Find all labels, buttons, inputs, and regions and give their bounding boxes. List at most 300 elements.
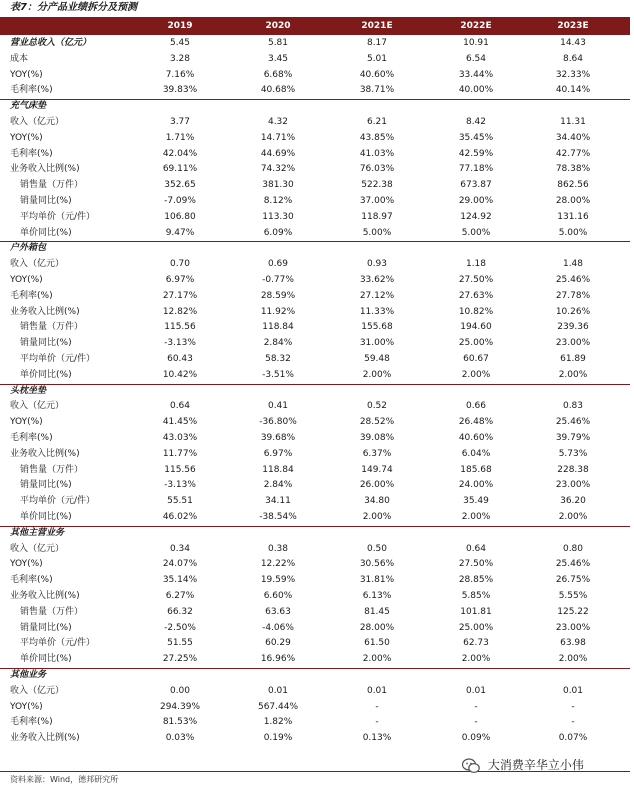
table-cell: 39.79% [555, 433, 591, 443]
table-cell: 11.33% [359, 306, 395, 317]
table-row [0, 368, 630, 383]
table-cell: 2.00% [362, 654, 392, 665]
table-row [0, 415, 630, 430]
table-cell: 42.77% [555, 148, 591, 159]
table-cell: 39.68% [260, 433, 296, 443]
table-cell: 101.81 [460, 606, 492, 617]
table-row [0, 652, 630, 667]
table-cell: 2.00% [558, 654, 588, 665]
table-title: 表7：分产品业绩拆分及预测 [10, 2, 137, 13]
table-cell: 28.52% [359, 417, 395, 428]
table-cell: 6.68% [263, 69, 293, 80]
table-cell: 115.56 [164, 322, 196, 333]
row-label: 销量同比(%) [20, 196, 72, 206]
source-note: 资料来源：Wind，德邦研究所 [10, 775, 119, 784]
row-label: YOY(%) [10, 69, 43, 80]
table-cell: 19.59% [260, 575, 296, 586]
table-row [0, 494, 630, 509]
table-cell: - [375, 717, 379, 728]
table-header [0, 17, 630, 35]
row-label: 平均单价（元/件） [20, 638, 96, 649]
watermark-text: 大消费辛华立小伟 [487, 758, 584, 772]
watermark [462, 755, 584, 775]
table-cell: - [571, 701, 575, 712]
table-cell: 2.00% [558, 512, 588, 522]
table-cell: 118.84 [262, 464, 294, 475]
section-divider [0, 99, 630, 100]
table-cell: 40.60% [458, 433, 494, 443]
table-cell: 0.01 [366, 685, 388, 696]
table-row [0, 573, 630, 588]
table-cell: 40.14% [555, 85, 591, 96]
table-cell: 149.74 [361, 464, 393, 475]
table-cell: 38.71% [359, 85, 395, 96]
table-cell: 27.12% [359, 290, 395, 301]
header-cell-2023e: 2023E [557, 21, 589, 31]
table-cell: 61.89 [560, 354, 586, 364]
table-cell: - [571, 717, 575, 728]
table-cell: 40.68% [260, 85, 296, 96]
table-cell: 0.38 [267, 543, 289, 554]
table-cell: 0.66 [465, 401, 487, 412]
table-row [0, 36, 630, 51]
table-cell: 25.00% [458, 622, 494, 633]
table-cell: 35.49 [463, 496, 489, 507]
table-cell: 0.00 [169, 685, 191, 696]
table-row [0, 463, 630, 478]
table-cell: 16.96% [260, 654, 296, 665]
table-cell: 6.21 [366, 117, 388, 127]
table-row [0, 478, 630, 493]
table-row [0, 52, 630, 67]
table-cell: 78.38% [555, 164, 591, 175]
table-cell: 6.04% [461, 448, 491, 459]
table-row [0, 210, 630, 225]
table-cell: 2.00% [558, 369, 588, 380]
table-cell: -2.50% [164, 622, 196, 633]
table-cell: 40.60% [359, 69, 395, 80]
table-cell: -3.51% [262, 369, 294, 380]
table-row [0, 636, 630, 651]
table-cell: -0.77% [262, 275, 294, 285]
table-row [0, 621, 630, 636]
table-cell: 25.46% [555, 417, 591, 428]
table-cell: 228.38 [557, 464, 589, 475]
table-cell: 43.85% [359, 132, 395, 143]
table-cell: 1.82% [263, 717, 293, 728]
table-row [0, 336, 630, 351]
table-row [0, 147, 630, 162]
section-row [0, 384, 630, 399]
table-row [0, 731, 630, 746]
row-label: YOY(%) [10, 132, 43, 143]
table-cell: 5.00% [558, 227, 588, 238]
table-cell: 60.29 [265, 638, 291, 649]
table-cell: 29.00% [458, 196, 494, 206]
table-cell: 6.60% [263, 591, 293, 601]
table-cell: 0.80 [562, 543, 584, 554]
table-cell: 862.56 [557, 180, 589, 191]
table-row [0, 700, 630, 715]
table-cell: 381.30 [262, 180, 294, 191]
table-row [0, 194, 630, 209]
table-row [0, 431, 630, 446]
table-cell: 3.45 [267, 53, 289, 64]
section-row [0, 241, 630, 256]
table-row [0, 557, 630, 572]
table-cell: 0.69 [267, 259, 289, 270]
row-label: YOY(%) [10, 417, 43, 428]
table-cell: 0.01 [562, 685, 584, 696]
row-label: 收入（亿元） [10, 259, 65, 270]
table-row [0, 257, 630, 272]
table-cell: 0.01 [267, 685, 289, 696]
table-cell: 1.18 [465, 259, 487, 270]
table-row [0, 226, 630, 241]
section-divider [0, 384, 630, 385]
row-label: YOY(%) [10, 559, 43, 570]
table-row [0, 305, 630, 320]
table-cell: - [474, 701, 478, 712]
row-label: 销售量（万件） [20, 464, 84, 475]
table-cell: 26.75% [555, 575, 591, 586]
table-cell: 11.92% [260, 306, 296, 317]
table-cell: 10.26% [555, 306, 591, 317]
table-cell: 35.14% [162, 575, 198, 586]
table-cell: 10.91 [463, 38, 489, 48]
table-cell: 61.50 [364, 638, 390, 649]
table-cell: 6.13% [362, 591, 392, 601]
table-cell: 23.00% [555, 622, 591, 633]
table-cell: 2.00% [461, 369, 491, 380]
table-cell: -7.09% [164, 196, 196, 206]
table-cell: 46.02% [162, 512, 198, 522]
header-cell-2021e: 2021E [361, 21, 393, 31]
table-cell: 11.31 [560, 117, 586, 127]
row-label: YOY(%) [10, 701, 43, 712]
table-row [0, 399, 630, 414]
table-cell: 41.03% [359, 148, 395, 159]
table-cell: 28.00% [555, 196, 591, 206]
table-cell: 522.38 [361, 180, 393, 191]
table-cell: 76.03% [359, 164, 395, 175]
table-cell: 14.43 [560, 38, 586, 48]
row-label: 业务收入比例(%) [10, 164, 80, 175]
table-cell: 6.97% [263, 448, 293, 459]
table-cell: 0.64 [465, 543, 487, 554]
table-cell: 23.00% [555, 338, 591, 349]
table-cell: 77.18% [458, 164, 494, 175]
section-label: 其他主营业务 [10, 527, 65, 538]
table-cell: 0.34 [169, 543, 191, 554]
table-row [0, 178, 630, 193]
table-cell: 2.00% [362, 512, 392, 522]
table-cell: -3.13% [164, 338, 196, 349]
section-label: 充气床垫 [10, 101, 47, 112]
table-cell: 118.84 [262, 322, 294, 333]
section-label: 其他业务 [10, 670, 47, 680]
section-label: 户外箱包 [10, 243, 47, 254]
table-cell: 0.41 [267, 401, 289, 412]
table-cell: 567.44% [257, 701, 299, 712]
row-label: 销量同比(%) [20, 480, 72, 491]
table-cell: 6.97% [165, 275, 195, 285]
table-cell: 8.42 [465, 117, 487, 127]
table-cell: 55.51 [167, 496, 193, 507]
row-label: 营业总收入（亿元） [10, 38, 92, 48]
table-cell: 30.56% [359, 559, 395, 570]
row-label: 业务收入比例(%) [10, 591, 80, 601]
table-row [0, 131, 630, 146]
table-cell: 124.92 [460, 211, 492, 222]
table-cell: 35.45% [458, 132, 494, 143]
table-cell: 155.68 [361, 322, 393, 333]
row-label: 平均单价（元/件） [20, 354, 96, 364]
row-label: 销售量（万件） [20, 180, 84, 191]
row-label: 收入（亿元） [10, 401, 65, 412]
row-label: 销量同比(%) [20, 338, 72, 349]
table-cell: 36.20 [560, 496, 586, 507]
section-label: 头枕坐垫 [10, 385, 47, 396]
table-cell: 125.22 [557, 606, 589, 617]
table-cell: 6.27% [165, 591, 195, 601]
table-cell: 63.63 [265, 606, 291, 617]
table-cell: 5.85% [461, 591, 491, 601]
table-cell: 60.43 [167, 354, 193, 364]
table-cell: 81.45 [364, 606, 390, 617]
table-cell: 2.84% [263, 480, 293, 491]
table-cell: 31.00% [359, 338, 395, 349]
section-row [0, 668, 630, 683]
row-label: 销售量（万件） [20, 606, 84, 617]
table-cell: 63.98 [560, 638, 586, 649]
table-cell: - [474, 717, 478, 728]
header-cell-2019: 2019 [167, 21, 193, 31]
row-label: 单价同比(%) [20, 369, 72, 380]
row-label: 收入（亿元） [10, 685, 65, 696]
table-cell: 185.68 [460, 464, 492, 475]
row-label: 毛利率(%) [10, 290, 53, 301]
table-row [0, 605, 630, 620]
table-cell: 1.71% [165, 132, 195, 143]
table-cell: 9.47% [165, 227, 195, 238]
table-cell: 131.16 [557, 211, 589, 222]
table-cell: 0.03% [165, 733, 195, 744]
table-cell: 51.55 [167, 638, 193, 649]
table-cell: 239.36 [557, 322, 589, 333]
table-cell: 0.07% [558, 733, 588, 744]
table-cell: 42.59% [458, 148, 494, 159]
row-label: 收入（亿元） [10, 543, 65, 554]
table-cell: 0.09% [461, 733, 491, 744]
table-cell: 59.48 [364, 354, 390, 364]
table-cell: 37.00% [359, 196, 395, 206]
table-row [0, 83, 630, 98]
table-cell: 43.03% [162, 433, 198, 443]
table-cell: 26.48% [458, 417, 494, 428]
table-cell: 27.50% [458, 275, 494, 285]
table-cell: 0.83 [562, 401, 584, 412]
table-row [0, 684, 630, 699]
table-cell: 5.00% [461, 227, 491, 238]
table-cell: 2.84% [263, 338, 293, 349]
row-label: 成本 [10, 53, 29, 64]
table-cell: 69.11% [162, 164, 198, 175]
header-cell-label [10, 17, 110, 35]
table-cell: 6.37% [362, 448, 392, 459]
table-row [0, 289, 630, 304]
table-cell: -3.13% [164, 480, 196, 491]
table-cell: 24.00% [458, 480, 494, 491]
table-cell: -38.54% [259, 512, 297, 522]
row-label: 平均单价（元/件） [20, 211, 96, 222]
table-cell: 39.83% [162, 85, 198, 96]
table-cell: 12.82% [162, 306, 198, 317]
row-label: 毛利率(%) [10, 85, 53, 96]
table-row [0, 542, 630, 557]
table-row [0, 352, 630, 367]
table-cell: 1.48 [562, 259, 584, 270]
table-cell: 33.62% [359, 275, 395, 285]
table-cell: 2.00% [362, 369, 392, 380]
section-divider [0, 668, 630, 669]
table-row [0, 162, 630, 177]
table-cell: 25.46% [555, 275, 591, 285]
table-cell: 41.45% [162, 417, 198, 428]
table-cell: 6.54 [465, 53, 487, 64]
table-cell: 31.81% [359, 575, 395, 586]
table-cell: 34.80 [364, 496, 390, 507]
row-label: 销量同比(%) [20, 622, 72, 633]
table-cell: 27.17% [162, 290, 198, 301]
row-label: 毛利率(%) [10, 433, 53, 443]
table-cell: 2.00% [461, 512, 491, 522]
table-cell: 0.70 [169, 259, 191, 270]
table-cell: 26.00% [359, 480, 395, 491]
table-cell: 34.11 [265, 496, 291, 507]
table-cell: 32.33% [555, 69, 591, 80]
row-label: 毛利率(%) [10, 575, 53, 586]
table-cell: 8.64 [562, 53, 584, 64]
table-cell: 40.00% [458, 85, 494, 96]
row-label: 单价同比(%) [20, 512, 72, 522]
table-cell: - [375, 701, 379, 712]
table-cell: 294.39% [159, 701, 201, 712]
wechat-icon [462, 758, 480, 774]
table-cell: 42.04% [162, 148, 198, 159]
section-row [0, 526, 630, 541]
table-cell: 0.01 [465, 685, 487, 696]
table-cell: 5.81 [267, 38, 289, 48]
table-cell: 115.56 [164, 464, 196, 475]
section-divider [0, 241, 630, 242]
table-cell: 3.77 [169, 117, 191, 127]
table-cell: 5.00% [362, 227, 392, 238]
table-cell: 8.17 [366, 38, 388, 48]
table-cell: 5.45 [169, 38, 191, 48]
table-cell: 5.73% [558, 448, 588, 459]
table-cell: 81.53% [162, 717, 198, 728]
table-cell: 66.32 [167, 606, 193, 617]
table-row [0, 447, 630, 462]
table-cell: 23.00% [555, 480, 591, 491]
row-label: 业务收入比例(%) [10, 733, 80, 744]
table-cell: 25.00% [458, 338, 494, 349]
table-cell: 44.69% [260, 148, 296, 159]
table-cell: -4.06% [262, 622, 294, 633]
table-row [0, 68, 630, 83]
table-cell: 25.46% [555, 559, 591, 570]
table-cell: 673.87 [460, 180, 492, 191]
header-cell-2020: 2020 [265, 21, 291, 31]
table-cell: 10.82% [458, 306, 494, 317]
table-cell: 24.07% [162, 559, 198, 570]
table-cell: -36.80% [259, 417, 297, 428]
row-label: 平均单价（元/件） [20, 496, 96, 507]
table-row [0, 273, 630, 288]
table-cell: 27.63% [458, 290, 494, 301]
section-divider [0, 526, 630, 527]
table-cell: 28.59% [260, 290, 296, 301]
table-cell: 10.42% [162, 369, 198, 380]
row-label: 业务收入比例(%) [10, 448, 80, 459]
table-cell: 0.19% [263, 733, 293, 744]
table-cell: 106.80 [164, 211, 196, 222]
table-cell: 5.01 [366, 53, 388, 64]
table-cell: 0.13% [362, 733, 392, 744]
section-row [0, 99, 630, 114]
table-cell: 0.93 [366, 259, 388, 270]
table-cell: 7.16% [165, 69, 195, 80]
row-label: 收入（亿元） [10, 117, 65, 127]
table-cell: 28.00% [359, 622, 395, 633]
table-cell: 27.50% [458, 559, 494, 570]
row-label: 业务收入比例(%) [10, 306, 80, 317]
table-cell: 5.55% [558, 591, 588, 601]
table-cell: 34.40% [555, 132, 591, 143]
table-cell: 0.64 [169, 401, 191, 412]
table-row [0, 510, 630, 525]
table-cell: 33.44% [458, 69, 494, 80]
table-cell: 2.00% [461, 654, 491, 665]
table-cell: 352.65 [164, 180, 196, 191]
table-cell: 0.52 [366, 401, 388, 412]
table-cell: 8.12% [263, 196, 293, 206]
table-cell: 194.60 [460, 322, 492, 333]
table-row [0, 320, 630, 335]
row-label: YOY(%) [10, 275, 43, 285]
table-cell: 60.67 [463, 354, 489, 364]
table-row [0, 715, 630, 730]
table-cell: 58.32 [265, 354, 291, 364]
table-cell: 118.97 [361, 211, 393, 222]
table-cell: 4.32 [267, 117, 289, 127]
table-row [0, 589, 630, 604]
table-cell: 62.73 [463, 638, 489, 649]
table-cell: 27.25% [162, 654, 198, 665]
row-label: 毛利率(%) [10, 717, 53, 728]
table-cell: 14.71% [260, 132, 296, 143]
row-label: 单价同比(%) [20, 227, 72, 238]
table-cell: 113.30 [262, 211, 294, 222]
table-cell: 11.77% [162, 448, 198, 459]
table-cell: 3.28 [169, 53, 191, 64]
table-cell: 28.85% [458, 575, 494, 586]
header-cell-2022e: 2022E [460, 21, 492, 31]
table-row [0, 115, 630, 130]
table-cell: 74.32% [260, 164, 296, 175]
table-cell: 6.09% [263, 227, 293, 238]
